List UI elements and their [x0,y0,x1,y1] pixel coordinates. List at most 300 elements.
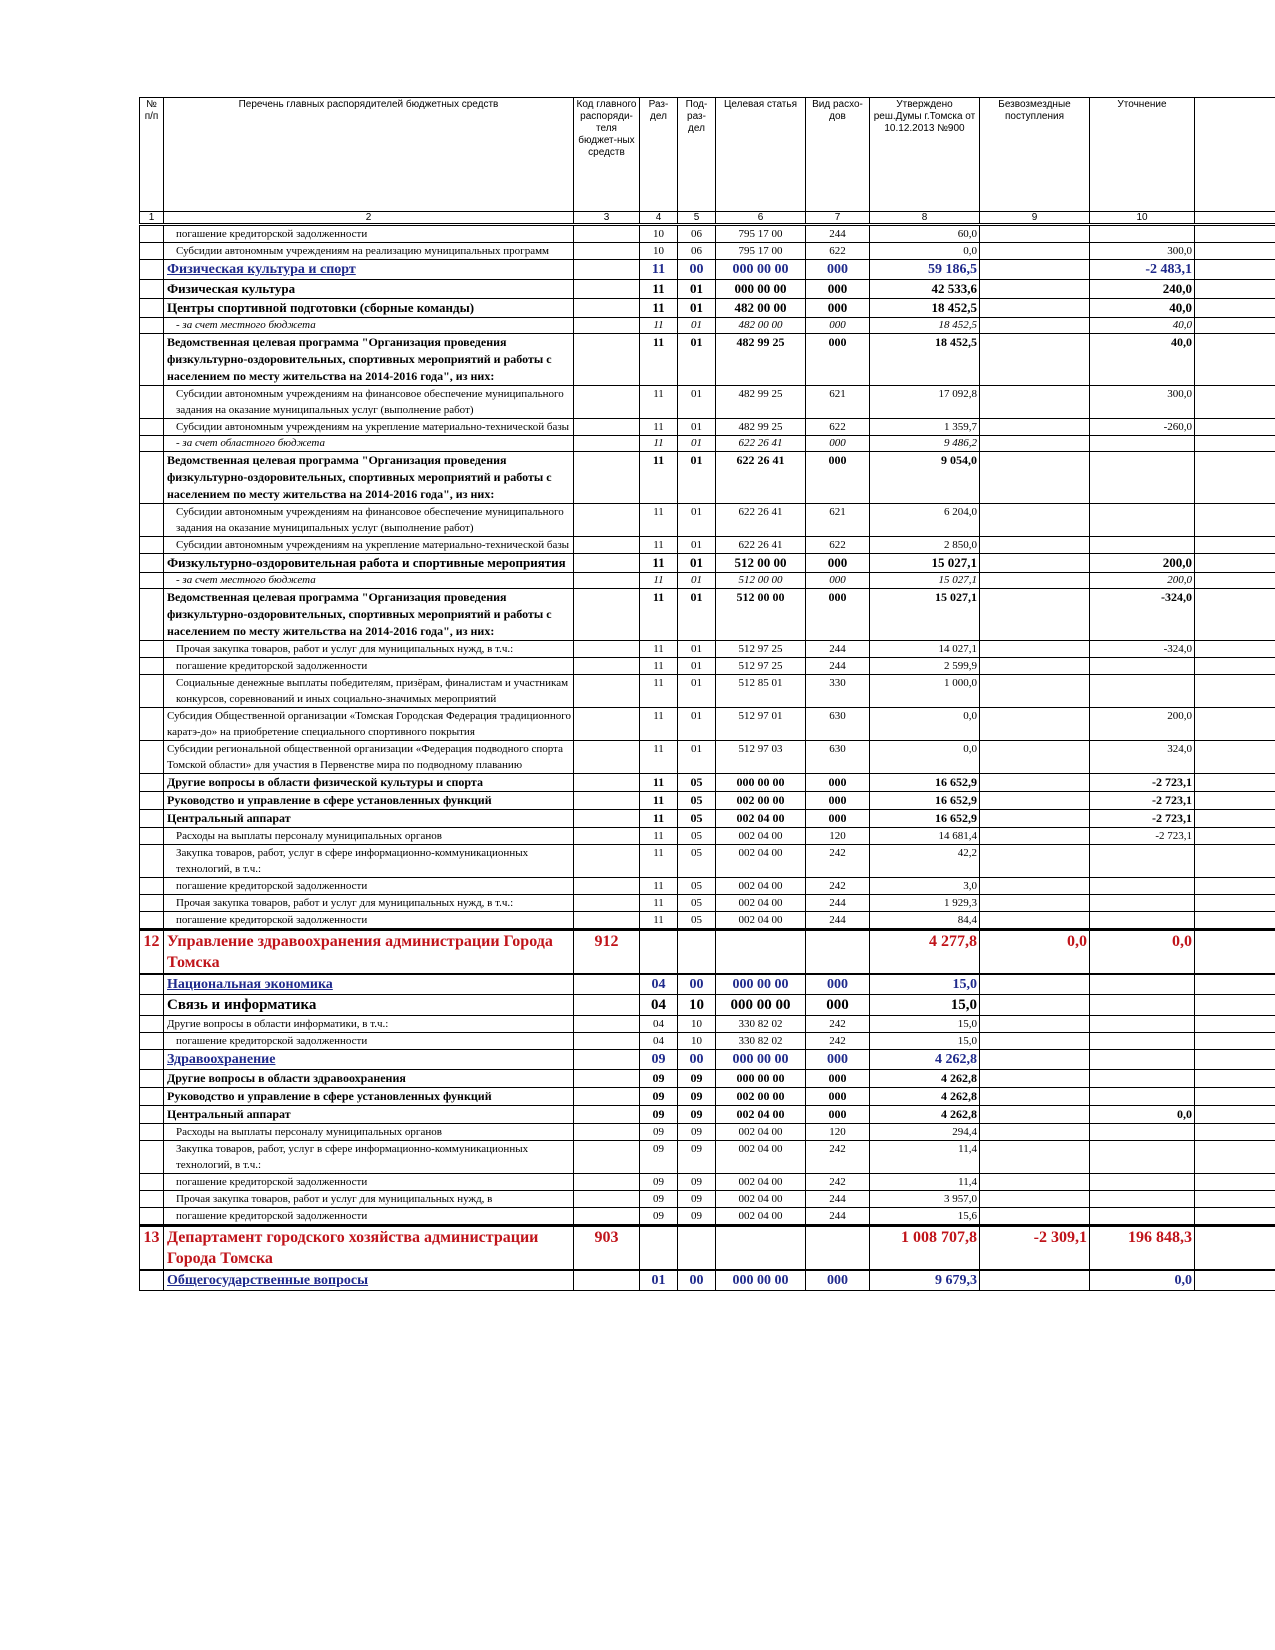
row-subsection: 01 [678,589,716,641]
row-expense-type: 242 [806,1141,870,1174]
header-code: Код главного распоряди-теля бюджет-ных средств [574,98,640,212]
column-number: 10 [1090,212,1195,225]
row-name: Ведомственная целевая программа "Организация проведения физкультурно-оздоровительных, спортивных мероприятий и работы с населением по месту жительства на 2014-2016 года", из них: [164,452,574,504]
row-number [140,318,164,334]
row-section: 11 [640,828,678,845]
row-grants [980,995,1090,1016]
row-expense-type: 000 [806,792,870,810]
row-expense-type: 242 [806,1033,870,1050]
row-name: Другие вопросы в области информатики, в т.ч.: [164,1016,574,1033]
row-code [574,554,640,573]
row-code [574,225,640,243]
header-expense-type: Вид расхо-дов [806,98,870,212]
row-grants [980,828,1090,845]
row-approved: 2 850,0 [870,537,980,554]
row-code [574,1016,640,1033]
row-adjustment: -260,0 [1090,419,1195,436]
row-section: 04 [640,1016,678,1033]
row-subsection: 00 [678,1050,716,1070]
row-grants [980,675,1090,708]
table-row [140,878,1275,895]
row-approved: 18 452,5 [870,318,980,334]
row-approved: 16 652,9 [870,810,980,828]
row-target-article: 002 00 00 [716,1088,806,1106]
row-adjustment: -2 723,1 [1090,810,1195,828]
row-name: Связь и информатика [164,995,574,1016]
row-approved: 15,6 [870,1208,980,1226]
header-approved: Утверждено реш.Думы г.Томска от 10.12.2013 №900 [870,98,980,212]
row-section: 11 [640,554,678,573]
row-subsection: 06 [678,225,716,243]
row-name: Ведомственная целевая программа "Организация проведения физкультурно-оздоровительных, спортивных мероприятий и работы с населением по месту жительства на 2014-2016 года", из них: [164,589,574,641]
row-name: Прочая закупка товаров, работ и услуг для муниципальных нужд, в т.ч.: [164,641,574,658]
row-name: Национальная экономика [164,974,574,995]
row-expense-type: 000 [806,1088,870,1106]
row-code [574,537,640,554]
row-target-article: 002 04 00 [716,912,806,930]
row-name: Физическая культура и спорт [164,260,574,280]
row-extra [1195,318,1275,334]
row-expense-type: 000 [806,1106,870,1124]
row-extra [1195,504,1275,537]
row-approved: 14 681,4 [870,828,980,845]
row-extra [1195,912,1275,930]
table-row [140,641,1275,658]
row-section: 11 [640,573,678,589]
row-target-article: 622 26 41 [716,452,806,504]
row-approved: 42,2 [870,845,980,878]
row-section: 11 [640,792,678,810]
header-grants: Безвозмездные поступления [980,98,1090,212]
row-extra [1195,589,1275,641]
administrator-row [140,1226,1275,1271]
row-adjustment: -2 483,1 [1090,260,1195,280]
row-extra [1195,810,1275,828]
row-target-article: 482 00 00 [716,299,806,318]
row-target-article: 000 00 00 [716,1270,806,1291]
row-adjustment: -324,0 [1090,641,1195,658]
row-code [574,1033,640,1050]
row-approved: 2 599,9 [870,658,980,675]
row-number [140,573,164,589]
row-grants [980,225,1090,243]
table-row [140,318,1275,334]
row-target-article: 482 99 25 [716,419,806,436]
row-extra [1195,1270,1275,1291]
column-number: 8 [870,212,980,225]
row-adjustment: 300,0 [1090,243,1195,260]
row-target-article: 512 97 03 [716,741,806,774]
table-row [140,1270,1275,1291]
row-grants [980,641,1090,658]
row-subsection: 01 [678,573,716,589]
row-grants [980,280,1090,299]
row-subsection: 09 [678,1208,716,1226]
row-approved: 18 452,5 [870,334,980,386]
table-row [140,452,1275,504]
row-number [140,1270,164,1291]
row-adjustment [1090,878,1195,895]
row-adjustment: -2 723,1 [1090,792,1195,810]
row-approved: 294,4 [870,1124,980,1141]
row-name: погашение кредиторской задолженности [164,878,574,895]
row-number [140,436,164,452]
row-number [140,912,164,930]
row-name: Департамент городского хозяйства администрации Города Томска [164,1226,574,1271]
row-section: 11 [640,452,678,504]
row-approved: 84,4 [870,912,980,930]
row-expense-type: 630 [806,741,870,774]
row-section: 04 [640,995,678,1016]
row-target-article: 512 00 00 [716,573,806,589]
row-grants [980,573,1090,589]
row-number [140,1208,164,1226]
table-row [140,1033,1275,1050]
table-row [140,708,1275,741]
row-extra [1195,1070,1275,1088]
row-adjustment [1090,436,1195,452]
table-row [140,810,1275,828]
header-adjustment: Уточнение [1090,98,1195,212]
row-code [574,436,640,452]
row-grants [980,1141,1090,1174]
row-expense-type: 000 [806,554,870,573]
row-adjustment: 0,0 [1090,1270,1195,1291]
column-number-row [140,212,1275,225]
row-code [574,1050,640,1070]
row-name: Руководство и управление в сфере установленных функций [164,792,574,810]
row-expense-type: 630 [806,708,870,741]
row-name: Другие вопросы в области физической культуры и спорта [164,774,574,792]
row-expense-type: 330 [806,675,870,708]
row-approved: 3 957,0 [870,1191,980,1208]
row-section: 09 [640,1124,678,1141]
budget-table-sheet [139,97,1275,1650]
row-section: 11 [640,299,678,318]
row-subsection: 01 [678,318,716,334]
row-adjustment [1090,1088,1195,1106]
row-name: Субсидии автономным учреждениям на реализацию муниципальных программ [164,243,574,260]
row-extra [1195,828,1275,845]
row-subsection: 01 [678,419,716,436]
row-approved: 4 277,8 [870,930,980,975]
row-approved: 4 262,8 [870,1070,980,1088]
row-name: погашение кредиторской задолженности [164,1174,574,1191]
row-grants [980,1033,1090,1050]
row-name: Другие вопросы в области здравоохранения [164,1070,574,1088]
row-number [140,1124,164,1141]
row-code [574,243,640,260]
row-adjustment [1090,1070,1195,1088]
row-number [140,419,164,436]
table-row [140,589,1275,641]
table-row [140,974,1275,995]
row-grants [980,912,1090,930]
row-code [574,1124,640,1141]
table-row [140,1016,1275,1033]
row-number [140,1141,164,1174]
row-target-article: 002 04 00 [716,828,806,845]
row-number [140,774,164,792]
row-subsection: 01 [678,386,716,419]
row-extra [1195,1191,1275,1208]
row-expense-type: 000 [806,280,870,299]
row-extra [1195,1050,1275,1070]
row-approved: 60,0 [870,225,980,243]
row-expense-type: 242 [806,1174,870,1191]
row-approved: 0,0 [870,741,980,774]
row-target-article: 000 00 00 [716,1070,806,1088]
row-adjustment [1090,912,1195,930]
row-extra [1195,1124,1275,1141]
row-section: 11 [640,260,678,280]
row-code [574,741,640,774]
row-grants [980,318,1090,334]
row-code [574,260,640,280]
row-section: 11 [640,845,678,878]
row-adjustment: 40,0 [1090,334,1195,386]
row-extra [1195,225,1275,243]
row-approved: 11,4 [870,1174,980,1191]
row-expense-type: 622 [806,419,870,436]
row-subsection: 09 [678,1124,716,1141]
row-section: 11 [640,318,678,334]
row-subsection: 01 [678,658,716,675]
row-adjustment [1090,537,1195,554]
row-name: Прочая закупка товаров, работ и услуг для муниципальных нужд, в т.ч.: [164,895,574,912]
row-code [574,974,640,995]
row-expense-type: 244 [806,225,870,243]
table-row [140,537,1275,554]
column-number: 2 [164,212,574,225]
column-number: 9 [980,212,1090,225]
table-row [140,658,1275,675]
row-grants [980,741,1090,774]
row-adjustment: 240,0 [1090,280,1195,299]
row-name: погашение кредиторской задолженности [164,225,574,243]
row-subsection: 00 [678,974,716,995]
table-row [140,1191,1275,1208]
row-extra [1195,641,1275,658]
row-grants [980,452,1090,504]
row-name: - за счет местного бюджета [164,573,574,589]
row-code [574,1070,640,1088]
row-extra [1195,1141,1275,1174]
row-expense-type: 622 [806,537,870,554]
row-subsection: 00 [678,260,716,280]
row-grants [980,243,1090,260]
row-target-article: 000 00 00 [716,1050,806,1070]
row-grants [980,1174,1090,1191]
row-grants [980,436,1090,452]
row-number [140,334,164,386]
row-section: 11 [640,436,678,452]
row-grants [980,504,1090,537]
row-approved: 15 027,1 [870,573,980,589]
row-approved: 11,4 [870,1141,980,1174]
row-extra [1195,386,1275,419]
row-number [140,1174,164,1191]
row-adjustment: -2 723,1 [1090,828,1195,845]
row-name: Физическая культура [164,280,574,299]
row-section [640,1226,678,1271]
row-extra [1195,1033,1275,1050]
row-grants [980,1016,1090,1033]
row-name: Субсидии автономным учреждениям на финансовое обеспечение муниципального задания на оказание муниципальных услуг (выполнение работ) [164,386,574,419]
row-approved: 15,0 [870,995,980,1016]
row-extra [1195,774,1275,792]
row-extra [1195,334,1275,386]
row-subsection [678,930,716,975]
column-number: 3 [574,212,640,225]
row-approved: 18 452,5 [870,299,980,318]
row-target-article: 002 04 00 [716,1106,806,1124]
row-adjustment [1090,1033,1195,1050]
row-number [140,741,164,774]
row-code [574,419,640,436]
row-extra [1195,741,1275,774]
row-section: 11 [640,741,678,774]
row-approved: 9 054,0 [870,452,980,504]
row-approved: 15 027,1 [870,589,980,641]
row-code [574,1174,640,1191]
row-subsection: 09 [678,1141,716,1174]
header-number: № п/п [140,98,164,212]
row-expense-type: 000 [806,974,870,995]
row-number [140,995,164,1016]
row-name: погашение кредиторской задолженности [164,658,574,675]
row-name: - за счет местного бюджета [164,318,574,334]
row-number [140,386,164,419]
row-adjustment [1090,1191,1195,1208]
row-extra [1195,537,1275,554]
table-row [140,1124,1275,1141]
row-approved: 15 027,1 [870,554,980,573]
row-code [574,504,640,537]
row-adjustment: 200,0 [1090,573,1195,589]
column-number: 1 [140,212,164,225]
row-name: Закупка товаров, работ, услуг в сфере информационно-коммуникационных технологий, в т.ч.: [164,1141,574,1174]
row-grants [980,974,1090,995]
row-name: Субсидии региональной общественной организации «Федерация подводного спорта Томской области» для участия в Первенстве мира по подводному плаванию [164,741,574,774]
table-row [140,436,1275,452]
row-approved: 15,0 [870,1016,980,1033]
row-code [574,334,640,386]
row-code [574,774,640,792]
table-row [140,386,1275,419]
row-approved: 0,0 [870,243,980,260]
row-subsection: 10 [678,995,716,1016]
row-approved: 15,0 [870,974,980,995]
table-row [140,741,1275,774]
row-grants [980,419,1090,436]
row-adjustment: 40,0 [1090,299,1195,318]
row-name: Закупка товаров, работ, услуг в сфере информационно-коммуникационных технологий, в т.ч.: [164,845,574,878]
row-adjustment: 200,0 [1090,554,1195,573]
header-extra [1195,98,1275,212]
row-extra [1195,1208,1275,1226]
row-name: Субсидии автономным учреждениям на укрепление материально-технической базы [164,419,574,436]
row-subsection: 01 [678,299,716,318]
row-section: 11 [640,537,678,554]
row-adjustment [1090,995,1195,1016]
row-grants [980,878,1090,895]
row-extra [1195,436,1275,452]
row-number [140,1191,164,1208]
row-section: 04 [640,1033,678,1050]
row-name: Расходы на выплаты персоналу муниципальных органов [164,828,574,845]
row-approved: 16 652,9 [870,792,980,810]
row-subsection: 05 [678,895,716,912]
row-code [574,845,640,878]
row-section: 09 [640,1106,678,1124]
row-extra [1195,895,1275,912]
row-target-article: 002 00 00 [716,792,806,810]
row-expense-type: 000 [806,1050,870,1070]
table-row [140,299,1275,318]
row-expense-type: 244 [806,912,870,930]
row-adjustment [1090,1141,1195,1174]
row-approved: 14 027,1 [870,641,980,658]
table-row [140,1070,1275,1088]
row-name: погашение кредиторской задолженности [164,1033,574,1050]
row-target-article: 002 04 00 [716,878,806,895]
row-section: 09 [640,1174,678,1191]
row-section: 10 [640,243,678,260]
budget-table [139,97,1275,1291]
table-row [140,1208,1275,1226]
row-code [574,1270,640,1291]
table-row [140,225,1275,243]
row-expense-type: 242 [806,1016,870,1033]
row-subsection: 01 [678,436,716,452]
row-section: 09 [640,1208,678,1226]
row-section: 11 [640,386,678,419]
row-target-article: 002 04 00 [716,810,806,828]
row-adjustment [1090,895,1195,912]
row-expense-type: 000 [806,810,870,828]
row-number [140,895,164,912]
row-extra [1195,1174,1275,1191]
row-subsection: 01 [678,554,716,573]
row-target-article: 002 04 00 [716,1124,806,1141]
row-section: 11 [640,878,678,895]
header-target-article: Целевая статья [716,98,806,212]
row-approved: 4 262,8 [870,1106,980,1124]
row-subsection: 09 [678,1106,716,1124]
table-row [140,895,1275,912]
row-extra [1195,1226,1275,1271]
row-section: 11 [640,589,678,641]
row-expense-type: 621 [806,504,870,537]
row-name: Расходы на выплаты персоналу муниципальных органов [164,1124,574,1141]
row-expense-type: 244 [806,1208,870,1226]
row-grants [980,1124,1090,1141]
table-row [140,912,1275,930]
row-expense-type: 000 [806,436,870,452]
row-grants: 0,0 [980,930,1090,975]
row-adjustment: 40,0 [1090,318,1195,334]
row-number [140,299,164,318]
row-target-article: 000 00 00 [716,280,806,299]
row-subsection: 01 [678,280,716,299]
row-code [574,792,640,810]
row-target-article: 002 04 00 [716,845,806,878]
row-subsection: 05 [678,792,716,810]
row-expense-type: 000 [806,452,870,504]
row-subsection: 09 [678,1174,716,1191]
row-code [574,1191,640,1208]
